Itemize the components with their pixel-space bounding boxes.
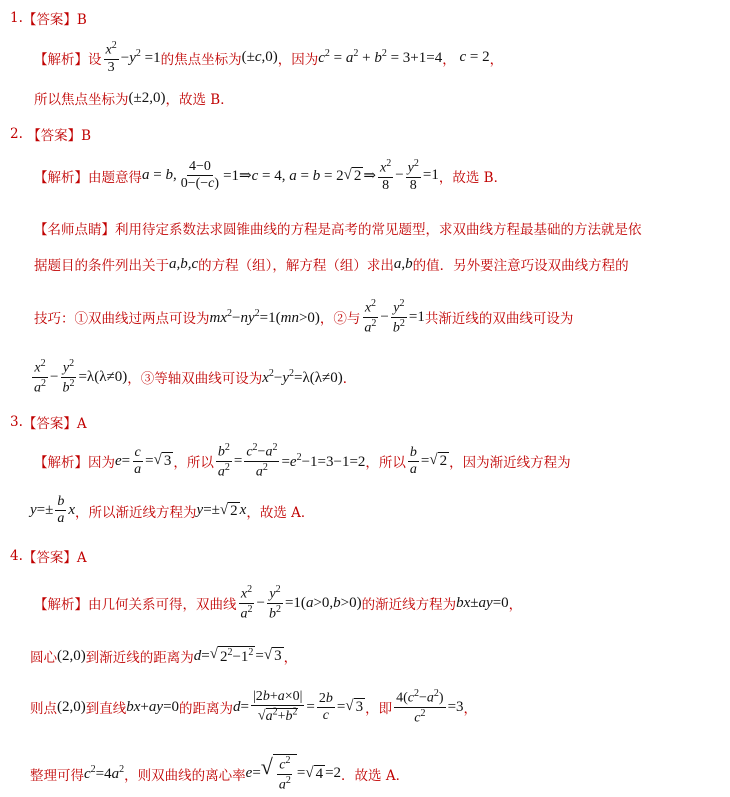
- item-number: 1.: [10, 10, 23, 26]
- item-2-header: 2. 【答案】B: [10, 126, 92, 144]
- item-4-analysis-line-2: 圆心 (2,0) 到渐近线的距离为 d= √ $2^2-1^2$ = √ 3 ，: [30, 646, 298, 666]
- item-1-analysis-line-1: 【解析】设 $\frac{x^2}{3}$ $-y^2 =1$ 的焦点坐标为 (±c,0) ，因为 $c^2 = a^2 + b^2 = 3+1=4$ ， c = 2 ，: [34, 40, 504, 75]
- item-1-analysis-line-2: 所以焦点坐标为 (±2,0) ，故选 B．: [34, 89, 234, 108]
- item-4-analysis-line-3: 则点 (2,0) 到直线 bx+ay=0 的距离为 d= $\frac{|2b+a\times 0|}{√a^2+b^2}$ = $\frac{2b}{c}$ = √ 3 ，即 $\frac{4(c^2-a^2)}{c^2}$ =3 ，: [30, 688, 478, 726]
- item-4-analysis-line-1: 【解析】由几何关系可得，双曲线 $\frac{x^2}{a^2}$ − $\frac{y^2}{b^2}$ =1(a>0,b>0) 的渐近线方程为 bx±ay=0 ，: [34, 584, 523, 622]
- item-3-analysis-line-1: 【解析】因为 e = $\frac{c}{a}$ = √ 3 ，所以 $\frac{b^2}{a^2}$ = $\frac{c^2-a^2}{a^2}$ $=e^2-1=3-1=2$ ，所以 $\frac{b}{a}$ = √ 2 ，因为渐近线方程为: [34, 442, 571, 480]
- item-1-header: [10, 8, 87, 28]
- item-3-header: 3. 【答案】A: [10, 414, 87, 432]
- item-4-analysis-line-4: 整理可得 $c^2=4a^2$ ，则双曲线的离心率 e= √ $\frac{c^2}{a^2}$ = √ 4 =2 ．故选 A．: [30, 754, 410, 793]
- item-2-tip-line-2: 据题目的条件列出关于 a,b,c 的方程（组），解方程（组）求出 a,b 的值．另外要注意巧设双曲线方程的: [34, 255, 629, 274]
- item-2-tip-line-1: 【名师点睛】利用待定系数法求圆锥曲线的方程是高考的常见题型，求双曲线方程最基础的方法就是依: [34, 222, 642, 238]
- answer-label: 【答案】B: [22, 12, 87, 28]
- item-3-analysis-line-2: y =± $\frac{b}{a}$ x ，所以渐近线方程为 y=± √ 2 x ，故选 A．: [30, 494, 315, 527]
- math-fraction: $\frac{x^2}{3}$: [105, 40, 117, 75]
- item-4-header: 4. 【答案】A: [10, 548, 87, 566]
- item-2-analysis-line-1: 【解析】由题意得 a = b , $\frac{4-0}{0-(-c)}$ =1⇒c = 4, a = b = 2 √ 2 ⇒ $\frac{x^2}{8}$ − $\frac{y^2}{8}$ =1 ，故选 B．: [34, 158, 508, 193]
- item-2-tip-line-3: 技巧：①双曲线过两点可设为 $mx^2-ny^2=1(mn>0)$ ，②与 $\frac{x^2}{a^2}$ − $\frac{y^2}{b^2}$ =1 共渐近线的双曲线可设为: [34, 298, 574, 336]
- item-2-tip-line-4: $\frac{x^2}{a^2}$ − $\frac{y^2}{b^2}$ =λ(λ≠0) ，③等轴双曲线可设为 $x^2-y^2=\lambda(\lambda\ne 0)$ ．: [34, 358, 357, 396]
